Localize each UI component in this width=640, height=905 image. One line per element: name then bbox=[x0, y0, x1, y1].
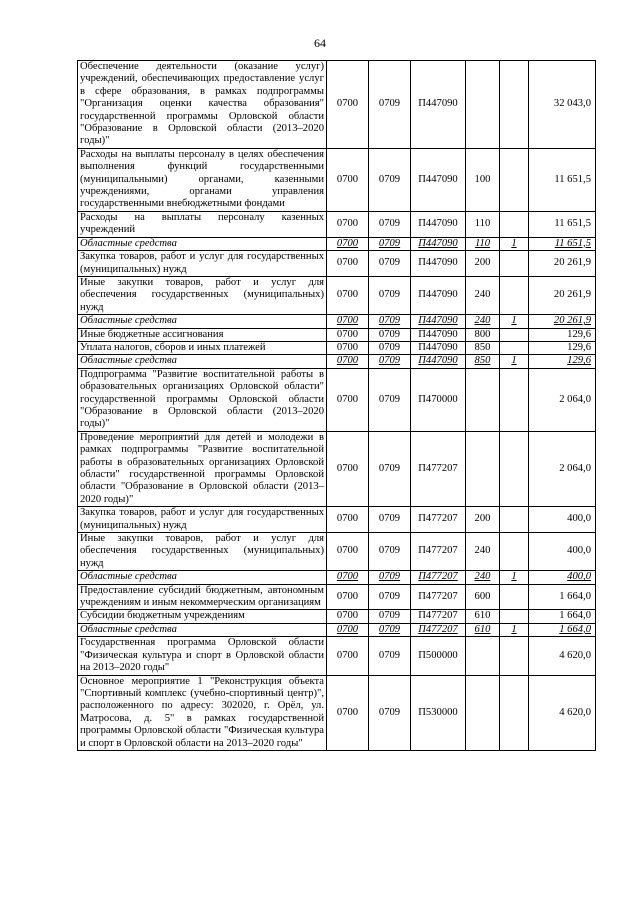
target-article-cell: П447090 bbox=[411, 328, 466, 341]
funding-source-cell bbox=[500, 368, 529, 431]
page-number: 64 bbox=[314, 36, 326, 50]
table-row bbox=[78, 237, 596, 250]
amount-cell: 400,0 bbox=[529, 533, 596, 571]
row-name-cell: Предоставление субсидий бюджетным, автономным учреждениям и иным некоммерческим организациям bbox=[78, 584, 327, 610]
budget-table bbox=[77, 60, 596, 751]
table-row bbox=[78, 355, 596, 368]
expense-type-cell: 800 bbox=[466, 328, 500, 341]
amount-cell: 4 620,0 bbox=[529, 675, 596, 750]
amount-cell: 20 261,9 bbox=[529, 251, 596, 277]
target-article-cell: П530000 bbox=[411, 675, 466, 750]
expense-type-cell bbox=[466, 431, 500, 506]
section-code-cell: 0700 bbox=[327, 637, 369, 675]
target-article-cell: П447090 bbox=[411, 276, 466, 314]
amount-cell: 32 043,0 bbox=[529, 61, 596, 149]
table-row bbox=[78, 623, 596, 636]
section-code-cell: 0700 bbox=[327, 148, 369, 211]
subsection-code-cell: 0709 bbox=[369, 315, 411, 328]
target-article-cell: П477207 bbox=[411, 623, 466, 636]
table-row bbox=[78, 675, 596, 750]
table-row bbox=[78, 533, 596, 571]
row-name-cell: Уплата налогов, сборов и иных платежей bbox=[78, 341, 327, 354]
table-row bbox=[78, 315, 596, 328]
section-code-cell: 0700 bbox=[327, 675, 369, 750]
amount-cell: 1 664,0 bbox=[529, 584, 596, 610]
amount-cell: 129,6 bbox=[529, 328, 596, 341]
row-name-cell: Иные закупки товаров, работ и услуг для обеспечения государственных (муниципальных) нужд bbox=[78, 276, 327, 314]
funding-source-cell: 1 bbox=[500, 315, 529, 328]
row-name-cell: Иные закупки товаров, работ и услуг для обеспечения государственных (муниципальных) нужд bbox=[78, 533, 327, 571]
expense-type-cell bbox=[466, 368, 500, 431]
funding-source-cell: 1 bbox=[500, 571, 529, 584]
subsection-code-cell: 0709 bbox=[369, 328, 411, 341]
subsection-code-cell: 0709 bbox=[369, 507, 411, 533]
target-article-cell: П477207 bbox=[411, 571, 466, 584]
subsection-code-cell: 0709 bbox=[369, 355, 411, 368]
section-code-cell: 0700 bbox=[327, 237, 369, 250]
amount-cell: 11 651,5 bbox=[529, 211, 596, 237]
funding-source-cell: 1 bbox=[500, 237, 529, 250]
amount-cell: 1 664,0 bbox=[529, 610, 596, 623]
expense-type-cell: 850 bbox=[466, 355, 500, 368]
expense-type-cell: 240 bbox=[466, 315, 500, 328]
section-code-cell: 0700 bbox=[327, 341, 369, 354]
expense-type-cell: 100 bbox=[466, 148, 500, 211]
table-row bbox=[78, 507, 596, 533]
expense-type-cell: 200 bbox=[466, 507, 500, 533]
subsection-code-cell: 0709 bbox=[369, 276, 411, 314]
section-code-cell: 0700 bbox=[327, 623, 369, 636]
expense-type-cell: 850 bbox=[466, 341, 500, 354]
funding-source-cell bbox=[500, 507, 529, 533]
amount-cell: 2 064,0 bbox=[529, 431, 596, 506]
amount-cell: 11 651,5 bbox=[529, 237, 596, 250]
amount-cell: 11 651,5 bbox=[529, 148, 596, 211]
section-code-cell: 0700 bbox=[327, 328, 369, 341]
funding-source-cell bbox=[500, 276, 529, 314]
table-row bbox=[78, 276, 596, 314]
row-name-cell: Государственная программа Орловской области "Физическая культура и спорт в Орловской области на 2013–2020 годы" bbox=[78, 637, 327, 675]
target-article-cell: П447090 bbox=[411, 251, 466, 277]
section-code-cell: 0700 bbox=[327, 533, 369, 571]
target-article-cell: П447090 bbox=[411, 148, 466, 211]
funding-source-cell bbox=[500, 431, 529, 506]
expense-type-cell: 110 bbox=[466, 237, 500, 250]
target-article-cell: П477207 bbox=[411, 507, 466, 533]
section-code-cell: 0700 bbox=[327, 610, 369, 623]
amount-cell: 129,6 bbox=[529, 341, 596, 354]
target-article-cell: П477207 bbox=[411, 533, 466, 571]
amount-cell: 400,0 bbox=[529, 571, 596, 584]
expense-type-cell: 240 bbox=[466, 533, 500, 571]
row-name-cell: Подпрограмма "Развитие воспитательной работы в образовательных организациях Орловской области" государственной программы Орловской области "Образование в Орловской области (2013–2020 годы)" bbox=[78, 368, 327, 431]
funding-source-cell bbox=[500, 61, 529, 149]
funding-source-cell bbox=[500, 211, 529, 237]
table-row bbox=[78, 211, 596, 237]
expense-type-cell: 610 bbox=[466, 610, 500, 623]
row-name-cell: Обеспечение деятельности (оказание услуг) учреждений, обеспечивающих предоставление услуг в сфере образования, в рамках подпрограммы "Организация оценки качества образования" государственной программы Орловской области "Образование в Орловской области (2013–2020 годы)" bbox=[78, 61, 327, 149]
target-article-cell: П500000 bbox=[411, 637, 466, 675]
row-name-cell: Расходы на выплаты персоналу в целях обеспечения выполнения функций государственными (муниципальными) органами, казенными учреждениями, органами управления государственными внебюджетными фондами bbox=[78, 148, 327, 211]
subsection-code-cell: 0709 bbox=[369, 251, 411, 277]
expense-type-cell: 200 bbox=[466, 251, 500, 277]
row-name-cell: Основное мероприятие 1 "Реконструкция объекта "Спортивный комплекс (учебно-спортивный центр)", расположенного по адресу: 302020, г. Орёл, ул. Матросова, д. 5" в рамках государственной программы Орловской области "Физическая культура и спорт в Орловской области на 2013–2020 годы" bbox=[78, 675, 327, 750]
funding-source-cell: 1 bbox=[500, 623, 529, 636]
amount-cell: 1 664,0 bbox=[529, 623, 596, 636]
subsection-code-cell: 0709 bbox=[369, 237, 411, 250]
expense-type-cell: 240 bbox=[466, 571, 500, 584]
table-row bbox=[78, 341, 596, 354]
row-name-cell: Закупка товаров, работ и услуг для государственных (муниципальных) нужд bbox=[78, 251, 327, 277]
expense-type-cell: 610 bbox=[466, 623, 500, 636]
subsection-code-cell: 0709 bbox=[369, 368, 411, 431]
expense-type-cell bbox=[466, 637, 500, 675]
subsection-code-cell: 0709 bbox=[369, 341, 411, 354]
subsection-code-cell: 0709 bbox=[369, 584, 411, 610]
section-code-cell: 0700 bbox=[327, 584, 369, 610]
table-row bbox=[78, 368, 596, 431]
funding-source-cell bbox=[500, 251, 529, 277]
target-article-cell: П447090 bbox=[411, 315, 466, 328]
row-name-cell: Расходы на выплаты персоналу казенных учреждений bbox=[78, 211, 327, 237]
table-row bbox=[78, 328, 596, 341]
amount-cell: 2 064,0 bbox=[529, 368, 596, 431]
amount-cell: 4 620,0 bbox=[529, 637, 596, 675]
section-code-cell: 0700 bbox=[327, 368, 369, 431]
section-code-cell: 0700 bbox=[327, 211, 369, 237]
subsection-code-cell: 0709 bbox=[369, 610, 411, 623]
subsection-code-cell: 0709 bbox=[369, 533, 411, 571]
row-name-cell: Проведение мероприятий для детей и молодежи в рамках подпрограммы "Развитие воспитательной работы в образовательных организациях Орловской области" государственной программы Орловской области "Образование в Орловской области (2013–2020 годы)" bbox=[78, 431, 327, 506]
table-row bbox=[78, 431, 596, 506]
row-name-cell: Областные средства bbox=[78, 355, 327, 368]
target-article-cell: П470000 bbox=[411, 368, 466, 431]
target-article-cell: П477207 bbox=[411, 431, 466, 506]
subsection-code-cell: 0709 bbox=[369, 675, 411, 750]
expense-type-cell bbox=[466, 675, 500, 750]
section-code-cell: 0700 bbox=[327, 507, 369, 533]
table-row bbox=[78, 637, 596, 675]
target-article-cell: П447090 bbox=[411, 61, 466, 149]
expense-type-cell: 600 bbox=[466, 584, 500, 610]
budget-table-body bbox=[78, 61, 596, 751]
funding-source-cell bbox=[500, 610, 529, 623]
amount-cell: 20 261,9 bbox=[529, 276, 596, 314]
table-row bbox=[78, 610, 596, 623]
target-article-cell: П447090 bbox=[411, 355, 466, 368]
funding-source-cell bbox=[500, 328, 529, 341]
target-article-cell: П447090 bbox=[411, 211, 466, 237]
subsection-code-cell: 0709 bbox=[369, 148, 411, 211]
row-name-cell: Областные средства bbox=[78, 315, 327, 328]
row-name-cell: Областные средства bbox=[78, 237, 327, 250]
funding-source-cell bbox=[500, 533, 529, 571]
row-name-cell: Субсидии бюджетным учреждениям bbox=[78, 610, 327, 623]
expense-type-cell: 240 bbox=[466, 276, 500, 314]
section-code-cell: 0700 bbox=[327, 61, 369, 149]
funding-source-cell bbox=[500, 341, 529, 354]
expense-type-cell: 110 bbox=[466, 211, 500, 237]
table-row bbox=[78, 571, 596, 584]
table-row bbox=[78, 61, 596, 149]
subsection-code-cell: 0709 bbox=[369, 211, 411, 237]
subsection-code-cell: 0709 bbox=[369, 431, 411, 506]
subsection-code-cell: 0709 bbox=[369, 623, 411, 636]
table-row bbox=[78, 148, 596, 211]
section-code-cell: 0700 bbox=[327, 431, 369, 506]
table-row bbox=[78, 584, 596, 610]
row-name-cell: Областные средства bbox=[78, 623, 327, 636]
section-code-cell: 0700 bbox=[327, 251, 369, 277]
expense-type-cell bbox=[466, 61, 500, 149]
funding-source-cell bbox=[500, 584, 529, 610]
amount-cell: 400,0 bbox=[529, 507, 596, 533]
target-article-cell: П447090 bbox=[411, 341, 466, 354]
subsection-code-cell: 0709 bbox=[369, 637, 411, 675]
table-row bbox=[78, 251, 596, 277]
section-code-cell: 0700 bbox=[327, 571, 369, 584]
row-name-cell: Иные бюджетные ассигнования bbox=[78, 328, 327, 341]
subsection-code-cell: 0709 bbox=[369, 571, 411, 584]
subsection-code-cell: 0709 bbox=[369, 61, 411, 149]
target-article-cell: П477207 bbox=[411, 584, 466, 610]
target-article-cell: П447090 bbox=[411, 237, 466, 250]
amount-cell: 20 261,9 bbox=[529, 315, 596, 328]
row-name-cell: Областные средства bbox=[78, 571, 327, 584]
target-article-cell: П477207 bbox=[411, 610, 466, 623]
section-code-cell: 0700 bbox=[327, 355, 369, 368]
section-code-cell: 0700 bbox=[327, 276, 369, 314]
row-name-cell: Закупка товаров, работ и услуг для государственных (муниципальных) нужд bbox=[78, 507, 327, 533]
funding-source-cell bbox=[500, 675, 529, 750]
funding-source-cell bbox=[500, 637, 529, 675]
section-code-cell: 0700 bbox=[327, 315, 369, 328]
funding-source-cell: 1 bbox=[500, 355, 529, 368]
amount-cell: 129,6 bbox=[529, 355, 596, 368]
funding-source-cell bbox=[500, 148, 529, 211]
